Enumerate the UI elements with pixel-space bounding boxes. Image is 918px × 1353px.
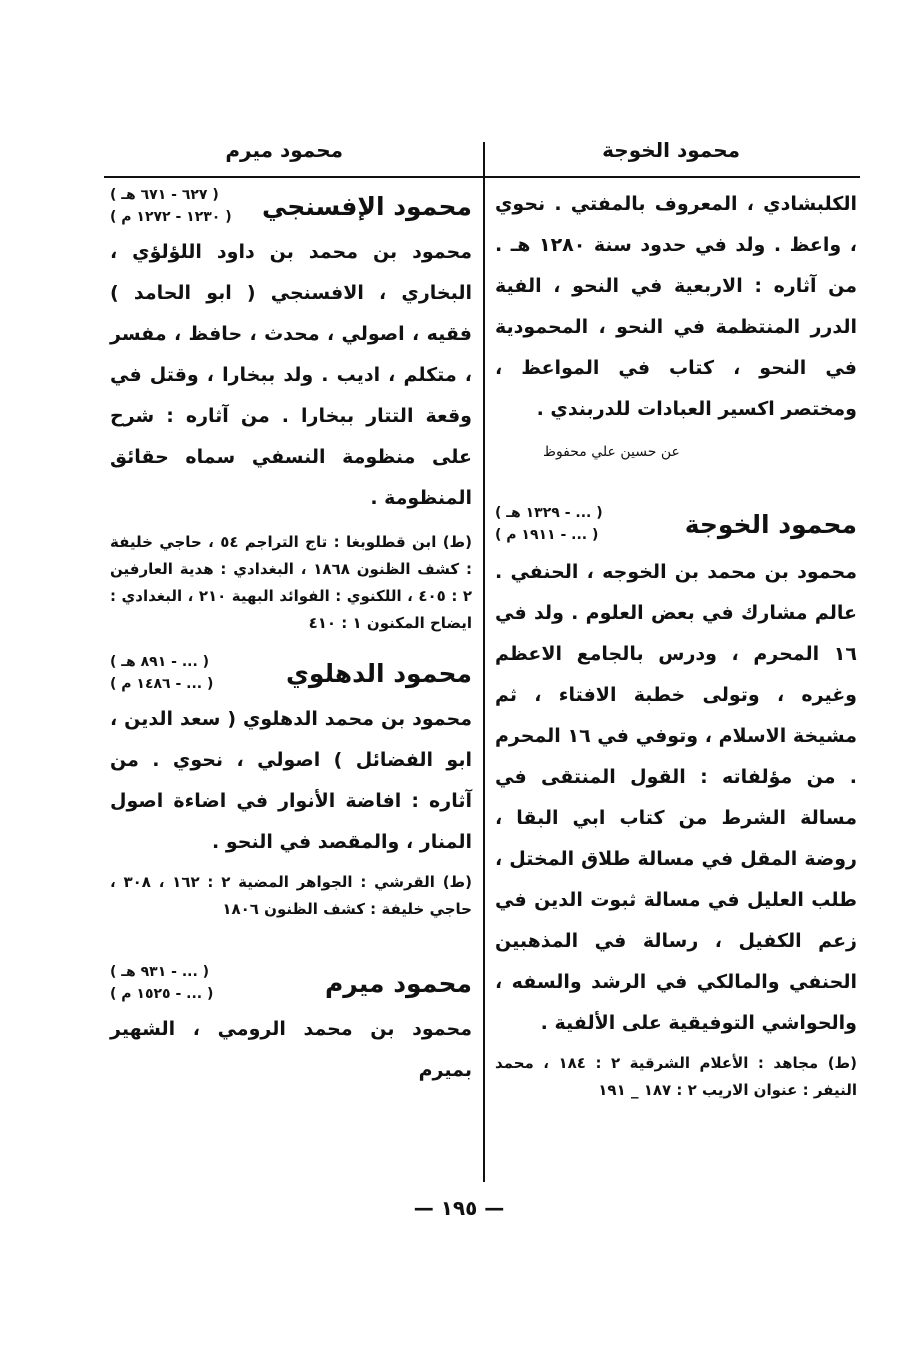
author-signature: عن حسين علي محفوظ <box>543 444 680 460</box>
running-header-right: محمود الخوجة <box>602 138 740 162</box>
page-number: — ١٩٥ — <box>413 1196 505 1220</box>
entry-dates <box>495 502 603 546</box>
entry-sources: (ط) ابن قطلوبغا : تاج التراجم ٥٤ ، حاجي خليفة : كشف الظنون ١٨٦٨ ، البغدادي : هدية العارفين ٢ : ٤٠٥ ، اللكنوي : الفوائد البهية ٢١٠ ، البغدادي : ايضاح المكنون ١ : ٤١٠ <box>110 533 473 632</box>
entry-body: محمود بن محمد الرومي ، الشهير بميرم <box>110 1018 472 1081</box>
hijri-dates: ( ... - ٩٣١ هـ ) <box>110 964 210 980</box>
header-rule <box>104 176 860 178</box>
entry-name: محمود الإفسنجي <box>262 191 472 221</box>
entry-heading <box>110 961 472 1005</box>
running-header-left: محمود ميرم <box>225 138 343 162</box>
column-divider <box>483 142 485 1182</box>
entry-heading <box>495 502 857 546</box>
hijri-dates: ( ... - ١٣٢٩ هـ ) <box>495 505 603 521</box>
entry-body: محمود بن محمد بن داود اللؤلؤي ، البخاري ، الافسنجي ( ابو الحامد ) فقيه ، اصولي ، محدث ، حافظ ، مفسر ، متكلم ، اديب . ولد ببخارا ، وقتل في وقعة التتار ببخارا . من آثاره : شرح على منظومة النسفي سماه حقائق المنظومة . <box>110 241 472 509</box>
entry-sources: (ط) مجاهد : الأعلام الشرقية ٢ : ١٨٤ ، محمد النيفر : عنوان الاريب ٢ : ١٨٧ _ ١٩١ <box>495 1054 857 1099</box>
entry-dates <box>110 651 213 695</box>
hijri-dates: ( ٦٢٧ - ٦٧١ هـ ) <box>110 187 219 203</box>
entry-sources: (ط) القرشي : الجواهر المضية ٢ : ١٦٢ ، ٣٠٨ ، حاجي خليفة : كشف الظنون ١٨٠٦ <box>110 873 472 918</box>
entry-heading <box>110 184 472 228</box>
entry-name: محمود الدهلوي <box>286 658 472 688</box>
continued-paragraph: الكلبشادي ، المعروف بالمفتي . نحوي ، واعظ . ولد في حدود سنة ١٢٨٠ هـ . من آثاره : الاربعية في النحو ، الفية الدرر المنتظمة في النحو ، المحمودية في النحو ، كتاب في المواعظ ، ومختصر اكسير العبادات للدربندي . <box>495 193 857 420</box>
gregorian-dates: ( ١٢٣٠ - ١٢٧٢ م ) <box>110 209 232 225</box>
gregorian-dates: ( ... - ١٥٢٥ م ) <box>110 986 214 1002</box>
entry-heading <box>110 651 472 695</box>
right-column <box>495 184 857 1104</box>
entry-body: محمود بن محمد الدهلوي ( سعد الدين ، ابو الفضائل ) اصولي ، نحوي . من آثاره : افاضة الأنوار في اضاءة اصول المنار ، والمقصد في النحو . <box>110 708 472 853</box>
entry-name: محمود ميرم <box>324 968 472 998</box>
gregorian-dates: ( ... - ١٩١١ م ) <box>495 527 599 543</box>
entry-body: محمود بن محمد بن الخوجه ، الحنفي . عالم مشارك في بعض العلوم . ولد في ١٦ المحرم ، ودرس بالجامع الاعظم وغيره ، وتولى خطبة الافتاء ، ثم مشيخة الاسلام ، وتوفي في ١٦ المحرم . من مؤلفاته : القول المنتقى في مسالة الشرط من كتاب ابي البقا ، روضة المقل في مسالة طلاق المختل ، طلب العليل في مسالة ثبوت الدين في زعم الكفيل ، رسالة في المذهبين الحنفي والمالكي في الرشد والسفه ، والحواشي التوفيقية على الألفية . <box>495 561 858 1034</box>
gregorian-dates: ( ... - ١٤٨٦ م ) <box>110 676 214 692</box>
entry-dates <box>110 184 232 228</box>
entry-dates <box>110 961 213 1005</box>
entry-name: محمود الخوجة <box>684 509 857 539</box>
hijri-dates: ( ... - ٨٩١ هـ ) <box>110 654 210 670</box>
left-column <box>110 184 472 1091</box>
